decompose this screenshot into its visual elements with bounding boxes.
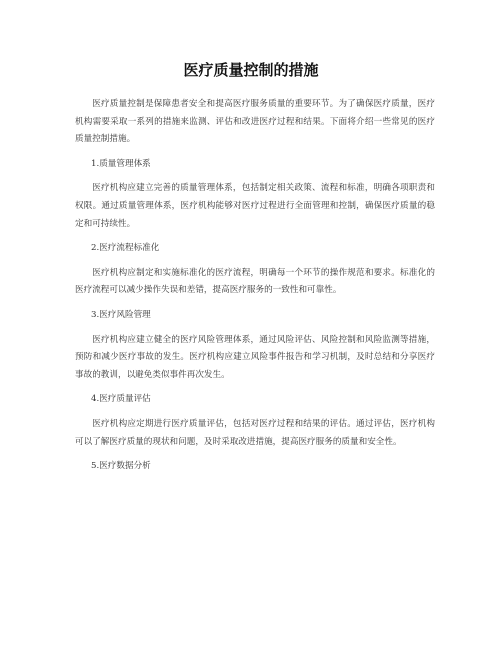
intro-paragraph: 医疗质量控制是保障患者安全和提高医疗服务质量的重要环节。为了确保医疗质量，医疗机构需要采取一系列的措施来监测、评估和改进医疗过程和结果。下面将介绍一些常见的医疗质量控制措施。 — [75, 99, 435, 145]
section-paragraph-2: 医疗机构应制定和实施标准化的医疗流程，明确每一个环节的操作规范和要求。标准化的医疗流程可以减少操作失误和差错，提高医疗服务的一致性和可靠性。 — [75, 267, 435, 296]
document-title: 医疗质量控制的措施 — [183, 61, 319, 79]
document-body — [75, 96, 435, 476]
section-heading-5: 5.医疗数据分析 — [91, 461, 151, 472]
section-heading-3: 3.医疗风险管理 — [91, 309, 151, 320]
section-paragraph-1: 医疗机构应建立完善的质量管理体系，包括制定相关政策、流程和标准，明确各项职责和权限。通过质量管理体系，医疗机构能够对医疗过程进行全面管理和控制，确保医疗质量的稳定和可持续性。 — [75, 183, 435, 229]
section-heading-4: 4.医疗质量评估 — [91, 394, 151, 405]
section-paragraph-3: 医疗机构应建立健全的医疗风险管理体系，通过风险评估、风险控制和风险监测等措施，预防和减少医疗事故的发生。医疗机构应建立风险事件报告和学习机制，及时总结和分享医疗事故的教训，以避免类似事件再次发生。 — [75, 334, 435, 380]
section-heading-2: 2.医疗流程标准化 — [91, 243, 160, 254]
section-heading-1: 1.质量管理体系 — [91, 158, 151, 169]
section-paragraph-4: 医疗机构应定期进行医疗质量评估，包括对医疗过程和结果的评估。通过评估，医疗机构可以了解医疗质量的现状和问题，及时采取改进措施，提高医疗服务的质量和安全性。 — [75, 418, 435, 447]
